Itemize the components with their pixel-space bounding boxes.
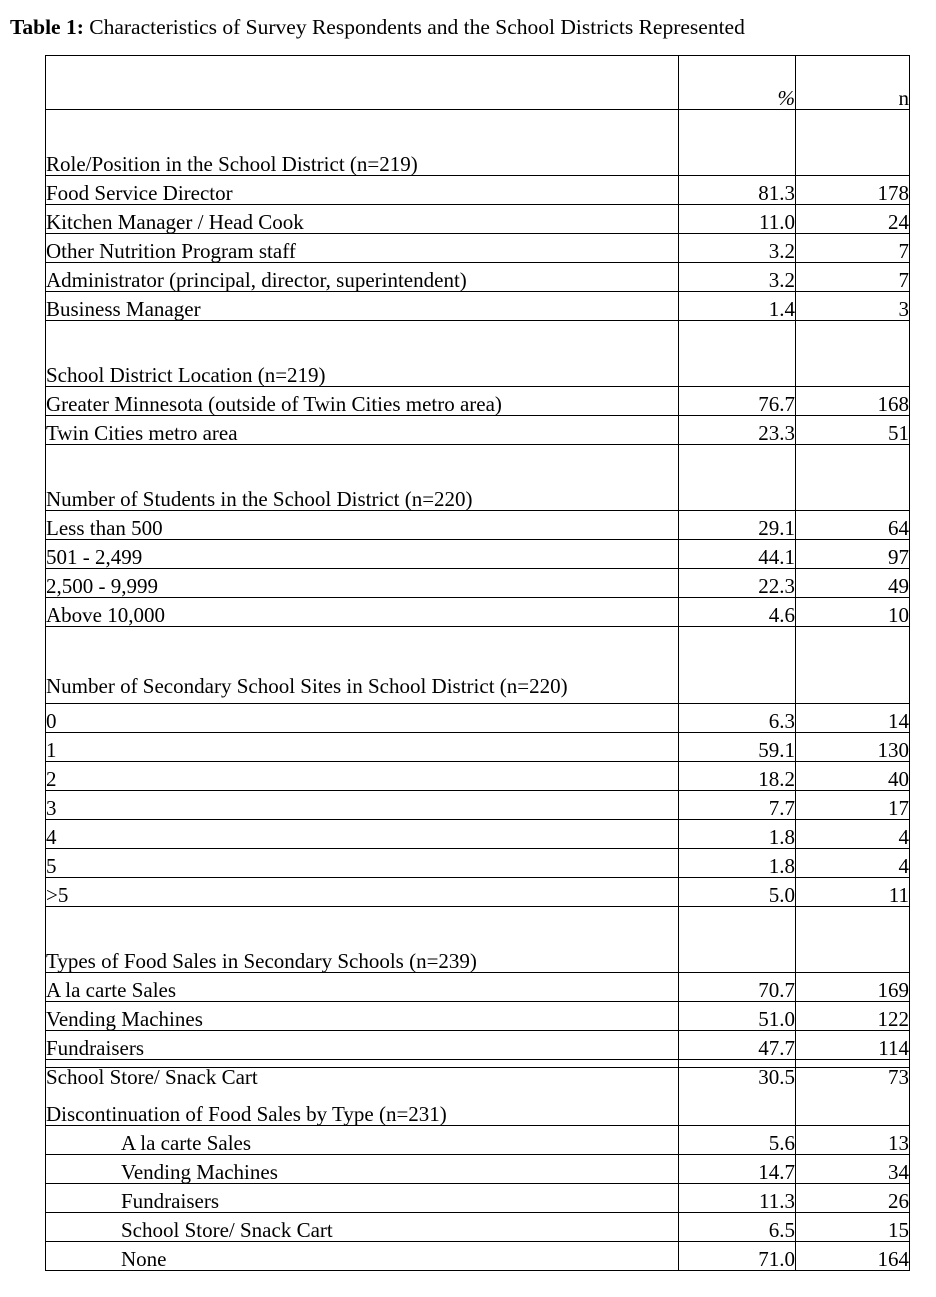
row-percent: 76.7 xyxy=(679,387,796,416)
section-blank-percent xyxy=(679,110,796,176)
section-blank-percent xyxy=(679,907,796,973)
section-header-row xyxy=(46,907,910,973)
row-label: Food Service Director xyxy=(46,176,679,205)
row-n: 11 xyxy=(796,878,910,907)
section-header-row xyxy=(46,1068,910,1126)
table-row xyxy=(46,878,910,907)
section-header-row xyxy=(46,321,910,387)
row-label: Fundraisers xyxy=(46,1184,679,1213)
row-label: Vending Machines xyxy=(46,1155,679,1184)
row-percent: 1.8 xyxy=(679,820,796,849)
row-percent: 3.2 xyxy=(679,263,796,292)
row-percent: 71.0 xyxy=(679,1242,796,1271)
row-label: Twin Cities metro area xyxy=(46,416,679,445)
row-percent: 11.0 xyxy=(679,205,796,234)
section-heading-discontinuation: Discontinuation of Food Sales by Type (n=231) xyxy=(46,1068,679,1126)
row-n: 114 xyxy=(796,1031,910,1060)
characteristics-table xyxy=(45,55,910,1088)
row-percent: 51.0 xyxy=(679,1002,796,1031)
row-n: 73 xyxy=(796,1060,910,1089)
row-n: 97 xyxy=(796,540,910,569)
table-row xyxy=(46,1213,910,1242)
section-blank-percent xyxy=(679,1068,796,1126)
table-row xyxy=(46,1155,910,1184)
table-row xyxy=(46,234,910,263)
row-label: Kitchen Manager / Head Cook xyxy=(46,205,679,234)
row-n: 40 xyxy=(796,762,910,791)
row-percent: 5.0 xyxy=(679,878,796,907)
table-row xyxy=(46,205,910,234)
row-percent: 22.3 xyxy=(679,569,796,598)
row-n: 178 xyxy=(796,176,910,205)
section-heading-location: School District Location (n=219) xyxy=(46,321,679,387)
row-label: 0 xyxy=(46,704,679,733)
row-n: 4 xyxy=(796,820,910,849)
row-label: Above 10,000 xyxy=(46,598,679,627)
row-n: 15 xyxy=(796,1213,910,1242)
column-header-percent: % xyxy=(679,56,796,110)
row-n: 3 xyxy=(796,292,910,321)
table-row xyxy=(46,733,910,762)
row-percent: 23.3 xyxy=(679,416,796,445)
table-row xyxy=(46,416,910,445)
row-n: 51 xyxy=(796,416,910,445)
row-n: 122 xyxy=(796,1002,910,1031)
section-heading-secondary-sites: Number of Secondary School Sites in School District (n=220) xyxy=(46,627,679,704)
table-row xyxy=(46,1242,910,1271)
section-blank-n xyxy=(796,110,910,176)
table-row xyxy=(46,1002,910,1031)
row-label: A la carte Sales xyxy=(46,973,679,1002)
section-header-row xyxy=(46,627,910,704)
row-percent: 6.5 xyxy=(679,1213,796,1242)
section-blank-percent xyxy=(679,627,796,704)
section-blank-n xyxy=(796,907,910,973)
row-label: Administrator (principal, director, superintendent) xyxy=(46,263,679,292)
table-caption-label: Table 1: xyxy=(10,15,84,39)
row-label: None xyxy=(46,1242,679,1271)
section-blank-percent xyxy=(679,445,796,511)
table-row xyxy=(46,540,910,569)
row-percent: 3.2 xyxy=(679,234,796,263)
row-percent: 29.1 xyxy=(679,511,796,540)
section-blank-percent xyxy=(679,321,796,387)
row-n: 24 xyxy=(796,205,910,234)
row-percent: 81.3 xyxy=(679,176,796,205)
table-row xyxy=(46,762,910,791)
table-row xyxy=(46,292,910,321)
row-percent: 70.7 xyxy=(679,973,796,1002)
row-n: 26 xyxy=(796,1184,910,1213)
row-percent: 1.8 xyxy=(679,849,796,878)
row-percent: 5.6 xyxy=(679,1126,796,1155)
row-label: 2 xyxy=(46,762,679,791)
row-label: Fundraisers xyxy=(46,1031,679,1060)
row-n: 34 xyxy=(796,1155,910,1184)
row-label: Less than 500 xyxy=(46,511,679,540)
table-caption-text: Characteristics of Survey Respondents and the School Districts Represented xyxy=(83,15,745,39)
section-blank-n xyxy=(796,445,910,511)
table-row xyxy=(46,820,910,849)
row-label: School Store/ Snack Cart xyxy=(46,1213,679,1242)
row-n: 17 xyxy=(796,791,910,820)
table-row xyxy=(46,1031,910,1060)
discontinuation-table xyxy=(45,1067,910,1271)
row-n: 168 xyxy=(796,387,910,416)
table-row xyxy=(46,1184,910,1213)
row-percent: 11.3 xyxy=(679,1184,796,1213)
row-label: 4 xyxy=(46,820,679,849)
section-blank-n xyxy=(796,321,910,387)
row-n: 13 xyxy=(796,1126,910,1155)
row-n: 4 xyxy=(796,849,910,878)
table-row xyxy=(46,176,910,205)
row-label: Business Manager xyxy=(46,292,679,321)
row-label: School Store/ Snack Cart xyxy=(46,1060,679,1089)
row-label: 501 - 2,499 xyxy=(46,540,679,569)
column-header-label xyxy=(46,56,679,110)
row-n: 7 xyxy=(796,234,910,263)
row-percent: 44.1 xyxy=(679,540,796,569)
table-row xyxy=(46,598,910,627)
row-percent: 47.7 xyxy=(679,1031,796,1060)
section-heading-role: Role/Position in the School District (n=219) xyxy=(46,110,679,176)
row-label: A la carte Sales xyxy=(46,1126,679,1155)
column-header-n: n xyxy=(796,56,910,110)
row-n: 64 xyxy=(796,511,910,540)
row-n: 130 xyxy=(796,733,910,762)
row-percent: 14.7 xyxy=(679,1155,796,1184)
section-blank-n xyxy=(796,627,910,704)
section-header-row xyxy=(46,110,910,176)
row-n: 10 xyxy=(796,598,910,627)
section-heading-food-sales-types: Types of Food Sales in Secondary Schools (n=239) xyxy=(46,907,679,973)
row-n: 14 xyxy=(796,704,910,733)
row-label: 2,500 - 9,999 xyxy=(46,569,679,598)
row-percent: 30.5 xyxy=(679,1060,796,1089)
table-row xyxy=(46,263,910,292)
row-percent: 1.4 xyxy=(679,292,796,321)
row-label: >5 xyxy=(46,878,679,907)
row-percent: 59.1 xyxy=(679,733,796,762)
table-row xyxy=(46,1126,910,1155)
table-row xyxy=(46,387,910,416)
row-label: 1 xyxy=(46,733,679,762)
section-header-row xyxy=(46,445,910,511)
row-n: 7 xyxy=(796,263,910,292)
table-row xyxy=(46,704,910,733)
row-percent: 6.3 xyxy=(679,704,796,733)
row-percent: 18.2 xyxy=(679,762,796,791)
table-row xyxy=(46,849,910,878)
table-row xyxy=(46,791,910,820)
section-heading-students: Number of Students in the School District (n=220) xyxy=(46,445,679,511)
row-label: Vending Machines xyxy=(46,1002,679,1031)
table-row xyxy=(46,973,910,1002)
row-label: Other Nutrition Program staff xyxy=(46,234,679,263)
row-label: 3 xyxy=(46,791,679,820)
row-label: Greater Minnesota (outside of Twin Cities metro area) xyxy=(46,387,679,416)
table-row xyxy=(46,511,910,540)
section-blank-n xyxy=(796,1068,910,1126)
row-n: 169 xyxy=(796,973,910,1002)
table-header-row xyxy=(46,56,910,110)
table-row xyxy=(46,569,910,598)
row-label: 5 xyxy=(46,849,679,878)
row-percent: 7.7 xyxy=(679,791,796,820)
row-n: 49 xyxy=(796,569,910,598)
row-percent: 4.6 xyxy=(679,598,796,627)
table-caption xyxy=(10,14,745,40)
row-n: 164 xyxy=(796,1242,910,1271)
